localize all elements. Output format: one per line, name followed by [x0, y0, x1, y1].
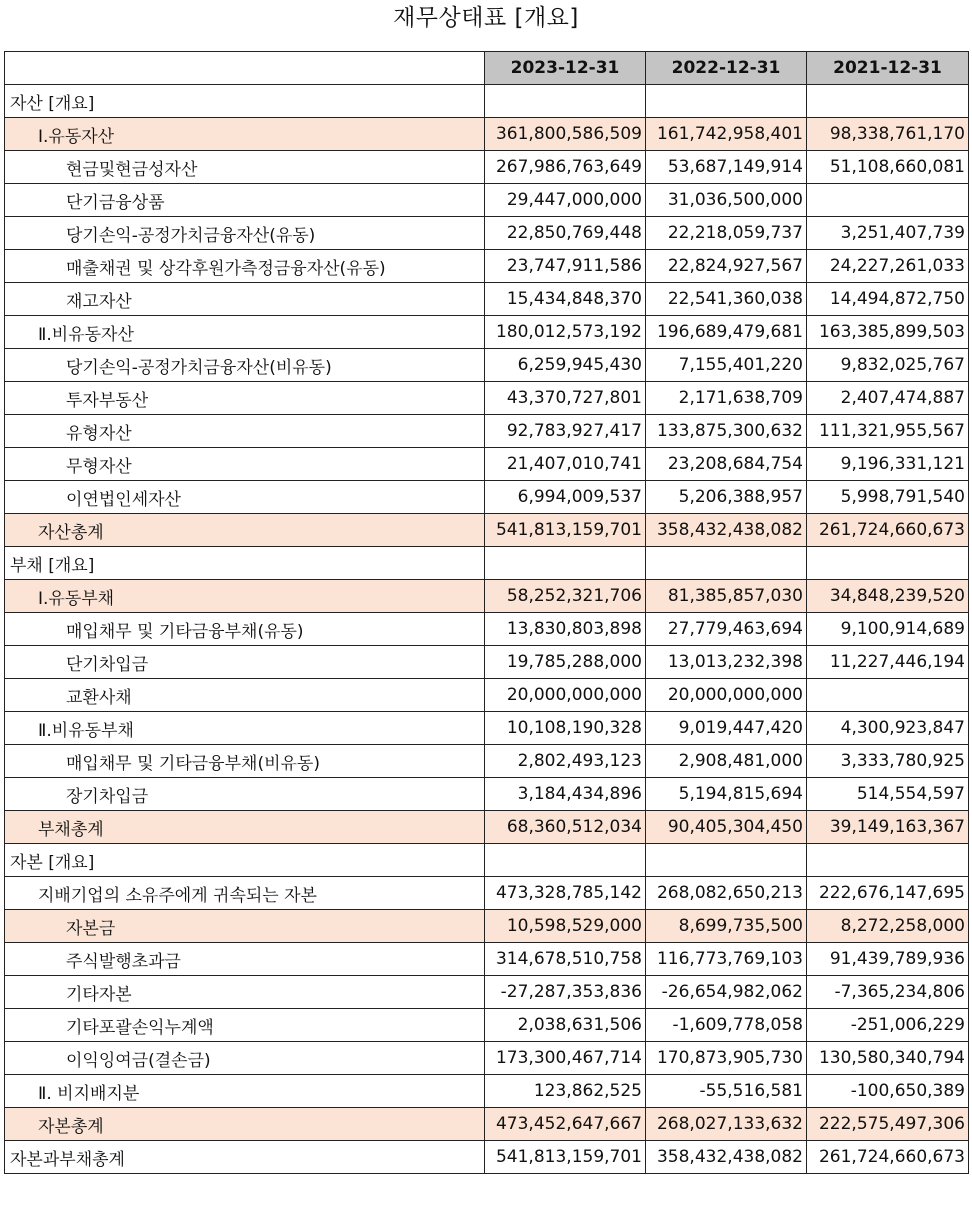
header-blank-cell	[5, 52, 485, 85]
value-cell: 92,783,927,417	[485, 415, 646, 448]
table-row	[5, 250, 969, 283]
value-cell: 170,873,905,730	[646, 1042, 807, 1075]
value-cell: 23,747,911,586	[485, 250, 646, 283]
column-header: 2023-12-31	[485, 52, 646, 85]
row-label: 자본금	[5, 910, 485, 943]
value-cell: 90,405,304,450	[646, 811, 807, 844]
row-label: 재고자산	[5, 283, 485, 316]
value-cell: 9,100,914,689	[807, 613, 969, 646]
value-cell: 196,689,479,681	[646, 316, 807, 349]
value-cell: 9,019,447,420	[646, 712, 807, 745]
page-title: 재무상태표 [개요]	[393, 5, 579, 31]
value-cell: 3,184,434,896	[485, 778, 646, 811]
value-cell	[485, 85, 646, 118]
value-cell: 6,259,945,430	[485, 349, 646, 382]
value-cell: 19,785,288,000	[485, 646, 646, 679]
value-cell: 13,013,232,398	[646, 646, 807, 679]
row-label: 매출채권 및 상각후원가측정금융자산(유동)	[5, 250, 485, 283]
row-label: 자본 [개요]	[5, 844, 485, 877]
value-cell: -26,654,982,062	[646, 976, 807, 1009]
value-cell: 20,000,000,000	[646, 679, 807, 712]
value-cell: 314,678,510,758	[485, 943, 646, 976]
value-cell: 22,218,059,737	[646, 217, 807, 250]
value-cell: 14,494,872,750	[807, 283, 969, 316]
value-cell: 473,452,647,667	[485, 1108, 646, 1141]
value-cell: 20,000,000,000	[485, 679, 646, 712]
value-cell: 23,208,684,754	[646, 448, 807, 481]
row-label: Ⅱ. 비지배지분	[5, 1075, 485, 1108]
value-cell: 222,575,497,306	[807, 1108, 969, 1141]
value-cell: 15,434,848,370	[485, 283, 646, 316]
table-row	[5, 1009, 969, 1042]
column-header: 2022-12-31	[646, 52, 807, 85]
row-label: 자산총계	[5, 514, 485, 547]
row-label: 투자부동산	[5, 382, 485, 415]
value-cell: 5,998,791,540	[807, 481, 969, 514]
table-row	[5, 646, 969, 679]
table-row	[5, 349, 969, 382]
value-cell: 163,385,899,503	[807, 316, 969, 349]
value-cell: 3,251,407,739	[807, 217, 969, 250]
row-label: Ⅰ.유동자산	[5, 118, 485, 151]
value-cell: 173,300,467,714	[485, 1042, 646, 1075]
value-cell: 24,227,261,033	[807, 250, 969, 283]
value-cell: 130,580,340,794	[807, 1042, 969, 1075]
value-cell: 98,338,761,170	[807, 118, 969, 151]
value-cell: 6,994,009,537	[485, 481, 646, 514]
value-cell: 51,108,660,081	[807, 151, 969, 184]
table-row	[5, 481, 969, 514]
row-label: 단기차입금	[5, 646, 485, 679]
value-cell: 13,830,803,898	[485, 613, 646, 646]
value-cell: 133,875,300,632	[646, 415, 807, 448]
value-cell: 267,986,763,649	[485, 151, 646, 184]
value-cell: 541,813,159,701	[485, 514, 646, 547]
table-row	[5, 943, 969, 976]
row-label: 당기손익-공정가치금융자산(비유동)	[5, 349, 485, 382]
value-cell: 10,108,190,328	[485, 712, 646, 745]
value-cell: 21,407,010,741	[485, 448, 646, 481]
value-cell: -55,516,581	[646, 1075, 807, 1108]
value-cell: 5,206,388,957	[646, 481, 807, 514]
row-label: 자본총계	[5, 1108, 485, 1141]
value-cell: 9,196,331,121	[807, 448, 969, 481]
table-row	[5, 1108, 969, 1141]
value-cell: 34,848,239,520	[807, 580, 969, 613]
value-cell: 161,742,958,401	[646, 118, 807, 151]
row-label: 기타자본	[5, 976, 485, 1009]
row-label: 지배기업의 소유주에게 귀속되는 자본	[5, 877, 485, 910]
value-cell: 10,598,529,000	[485, 910, 646, 943]
value-cell	[485, 547, 646, 580]
value-cell	[485, 844, 646, 877]
row-label: 주식발행초과금	[5, 943, 485, 976]
value-cell: 43,370,727,801	[485, 382, 646, 415]
value-cell	[807, 679, 969, 712]
row-label: 단기금융상품	[5, 184, 485, 217]
value-cell: 81,385,857,030	[646, 580, 807, 613]
value-cell: 9,832,025,767	[807, 349, 969, 382]
table-row	[5, 811, 969, 844]
table-row	[5, 613, 969, 646]
value-cell: 2,171,638,709	[646, 382, 807, 415]
row-label: Ⅱ.비유동자산	[5, 316, 485, 349]
table-row	[5, 217, 969, 250]
row-label: 당기손익-공정가치금융자산(유동)	[5, 217, 485, 250]
table-row	[5, 448, 969, 481]
value-cell: 2,038,631,506	[485, 1009, 646, 1042]
value-cell: 3,333,780,925	[807, 745, 969, 778]
value-cell: 8,272,258,000	[807, 910, 969, 943]
value-cell: 22,541,360,038	[646, 283, 807, 316]
table-row	[5, 184, 969, 217]
value-cell	[807, 844, 969, 877]
row-label: 자산 [개요]	[5, 85, 485, 118]
table-row	[5, 1075, 969, 1108]
value-cell: 473,328,785,142	[485, 877, 646, 910]
value-cell	[807, 547, 969, 580]
table-row	[5, 547, 969, 580]
table-row	[5, 514, 969, 547]
row-label: 자본과부채총계	[5, 1141, 485, 1174]
table-row	[5, 382, 969, 415]
value-cell: -100,650,389	[807, 1075, 969, 1108]
value-cell: 111,321,955,567	[807, 415, 969, 448]
table-row	[5, 1141, 969, 1174]
value-cell: 358,432,438,082	[646, 1141, 807, 1174]
value-cell: 2,908,481,000	[646, 745, 807, 778]
row-label: 부채 [개요]	[5, 547, 485, 580]
value-cell: 68,360,512,034	[485, 811, 646, 844]
value-cell: 514,554,597	[807, 778, 969, 811]
value-cell: 361,800,586,509	[485, 118, 646, 151]
balance-sheet-table	[4, 51, 969, 1174]
table-row	[5, 1042, 969, 1075]
value-cell: 29,447,000,000	[485, 184, 646, 217]
table-row	[5, 712, 969, 745]
table-header	[5, 52, 969, 85]
table-row	[5, 151, 969, 184]
row-label: 현금및현금성자산	[5, 151, 485, 184]
table-row	[5, 844, 969, 877]
table-body	[5, 85, 969, 1174]
table-row	[5, 778, 969, 811]
value-cell: 39,149,163,367	[807, 811, 969, 844]
value-cell: 58,252,321,706	[485, 580, 646, 613]
row-label: 무형자산	[5, 448, 485, 481]
table-row	[5, 283, 969, 316]
table-row	[5, 877, 969, 910]
row-label: 이연법인세자산	[5, 481, 485, 514]
table-row	[5, 910, 969, 943]
table-row	[5, 580, 969, 613]
value-cell	[646, 547, 807, 580]
value-cell: 11,227,446,194	[807, 646, 969, 679]
value-cell: 27,779,463,694	[646, 613, 807, 646]
value-cell	[807, 85, 969, 118]
row-label: 부채총계	[5, 811, 485, 844]
value-cell: -7,365,234,806	[807, 976, 969, 1009]
value-cell: 22,850,769,448	[485, 217, 646, 250]
value-cell: 222,676,147,695	[807, 877, 969, 910]
table-row	[5, 976, 969, 1009]
value-cell: 268,027,133,632	[646, 1108, 807, 1141]
table-row	[5, 415, 969, 448]
row-label: 장기차입금	[5, 778, 485, 811]
value-cell: 7,155,401,220	[646, 349, 807, 382]
row-label: 교환사채	[5, 679, 485, 712]
value-cell: 8,699,735,500	[646, 910, 807, 943]
value-cell: 180,012,573,192	[485, 316, 646, 349]
value-cell: 261,724,660,673	[807, 514, 969, 547]
value-cell: 123,862,525	[485, 1075, 646, 1108]
value-cell: 2,407,474,887	[807, 382, 969, 415]
value-cell: 91,439,789,936	[807, 943, 969, 976]
row-label: Ⅰ.유동부채	[5, 580, 485, 613]
row-label: 기타포괄손익누계액	[5, 1009, 485, 1042]
value-cell	[807, 184, 969, 217]
value-cell: -251,006,229	[807, 1009, 969, 1042]
row-label: Ⅱ.비유동부채	[5, 712, 485, 745]
row-label: 매입채무 및 기타금융부채(유동)	[5, 613, 485, 646]
table-row	[5, 316, 969, 349]
row-label: 이익잉여금(결손금)	[5, 1042, 485, 1075]
value-cell: 4,300,923,847	[807, 712, 969, 745]
value-cell: 116,773,769,103	[646, 943, 807, 976]
table-row	[5, 679, 969, 712]
table-row	[5, 745, 969, 778]
row-label: 매입채무 및 기타금융부채(비유동)	[5, 745, 485, 778]
row-label: 유형자산	[5, 415, 485, 448]
value-cell: 53,687,149,914	[646, 151, 807, 184]
value-cell: 2,802,493,123	[485, 745, 646, 778]
value-cell: 541,813,159,701	[485, 1141, 646, 1174]
value-cell: -1,609,778,058	[646, 1009, 807, 1042]
value-cell: 268,082,650,213	[646, 877, 807, 910]
column-header: 2021-12-31	[807, 52, 969, 85]
value-cell: -27,287,353,836	[485, 976, 646, 1009]
value-cell: 22,824,927,567	[646, 250, 807, 283]
value-cell: 261,724,660,673	[807, 1141, 969, 1174]
table-row	[5, 85, 969, 118]
value-cell	[646, 844, 807, 877]
table-row	[5, 118, 969, 151]
value-cell: 358,432,438,082	[646, 514, 807, 547]
value-cell: 31,036,500,000	[646, 184, 807, 217]
value-cell: 5,194,815,694	[646, 778, 807, 811]
value-cell	[646, 85, 807, 118]
header-row	[5, 52, 969, 85]
